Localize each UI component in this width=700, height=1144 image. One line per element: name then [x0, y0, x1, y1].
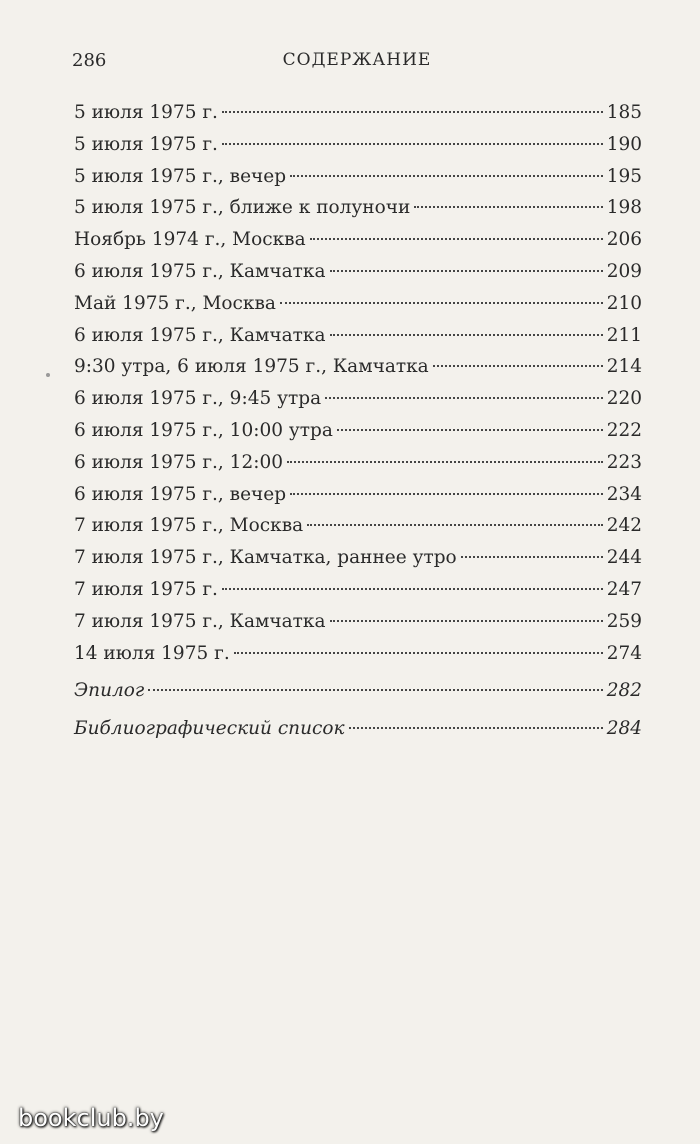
toc-entry-page: 211 [606, 324, 642, 346]
toc-entry-title: 5 июля 1975 г. [74, 102, 218, 123]
toc-entry-title: 5 июля 1975 г., вечер [74, 165, 287, 187]
toc-entry-title: Эпилог [74, 680, 145, 702]
toc-entry-page: 234 [606, 483, 642, 505]
dot-leader [290, 493, 603, 495]
watermark: bookclub.by [18, 1104, 164, 1132]
toc-entry-page: 198 [606, 197, 642, 219]
dot-leader [222, 588, 603, 590]
toc-entry [74, 579, 642, 611]
toc-entry [74, 452, 642, 484]
toc-entry-title: 5 июля 1975 г., ближе к полуночи [74, 197, 411, 219]
toc-entry-title: 5 июля 1975 г. [74, 133, 218, 155]
toc-entry [74, 356, 642, 388]
dot-leader [325, 397, 603, 399]
toc-entry-page: 259 [606, 610, 642, 632]
dot-leader [287, 461, 603, 463]
toc-entry-page: 220 [606, 388, 642, 410]
toc-entry [74, 484, 642, 516]
margin-mark [46, 373, 50, 377]
dot-leader [310, 238, 603, 240]
toc-entry-title: 6 июля 1975 г., Камчатка [74, 260, 326, 282]
dot-leader [461, 556, 603, 558]
toc-entry [74, 102, 642, 134]
toc-entry-page: 282 [606, 680, 642, 702]
dot-leader [222, 111, 603, 113]
toc-entry-page: 244 [606, 547, 642, 569]
toc-entry [74, 611, 642, 643]
toc-entry-title: 6 июля 1975 г., 9:45 утра [74, 388, 322, 410]
dot-leader [148, 689, 602, 691]
page-header [72, 50, 642, 74]
toc-entry-title: 6 июля 1975 г., Камчатка [74, 324, 326, 346]
dot-leader [349, 727, 603, 729]
dot-leader [290, 175, 603, 177]
dot-leader [307, 524, 603, 526]
running-title: СОДЕРЖАНИЕ [282, 50, 432, 70]
dot-leader [330, 334, 603, 336]
toc-entry-page: 210 [606, 292, 642, 314]
toc-entry-page: 274 [606, 642, 642, 664]
dot-leader [280, 302, 603, 304]
dot-leader [234, 652, 603, 654]
toc-entry-page: 195 [606, 165, 642, 187]
toc-entry-title: 6 июля 1975 г., вечер [74, 483, 287, 505]
toc-entry-title: 9:30 утра, 6 июля 1975 г., Камчатка [74, 356, 429, 378]
dot-leader [222, 143, 603, 145]
toc-entry [74, 293, 642, 325]
table-of-contents [74, 102, 642, 750]
toc-entry-title: 7 июля 1975 г., Камчатка [74, 610, 326, 632]
toc-entry-title: 7 июля 1975 г. [74, 578, 218, 600]
toc-entry-page: 185 [606, 102, 642, 123]
dot-leader [414, 206, 602, 208]
page-number: 286 [72, 50, 107, 71]
toc-entry-page: 206 [606, 229, 642, 251]
toc-entry [74, 420, 642, 452]
toc-entry-page: 284 [606, 718, 642, 740]
toc-entry-page: 190 [606, 133, 642, 155]
toc-entry-bibliography [74, 718, 642, 750]
toc-entry-title: 7 июля 1975 г., Камчатка, раннее утро [74, 547, 457, 569]
toc-entry-epilogue [74, 680, 642, 712]
toc-entry [74, 643, 642, 675]
toc-entry [74, 325, 642, 357]
toc-entry-title: 14 июля 1975 г. [74, 642, 230, 664]
toc-entry-title: Май 1975 г., Москва [74, 292, 276, 314]
toc-entry-title: Ноябрь 1974 г., Москва [74, 229, 306, 251]
toc-entry [74, 197, 642, 229]
toc-entry [74, 515, 642, 547]
toc-entry-title: 7 июля 1975 г., Москва [74, 515, 304, 537]
toc-entry [74, 388, 642, 420]
toc-entry [74, 261, 642, 293]
toc-entry-page: 247 [606, 578, 642, 600]
toc-entry-title: Библиографический список [74, 718, 345, 740]
toc-entry [74, 134, 642, 166]
dot-leader [330, 620, 603, 622]
toc-entry-title: 6 июля 1975 г., 10:00 утра [74, 419, 333, 441]
toc-entry [74, 547, 642, 579]
dot-leader [330, 270, 603, 272]
toc-entry [74, 229, 642, 261]
toc-entry-page: 214 [606, 356, 642, 378]
dot-leader [337, 429, 603, 431]
dot-leader [433, 365, 603, 367]
toc-entry-page: 209 [606, 260, 642, 282]
toc-entry [74, 166, 642, 198]
toc-entry-page: 242 [606, 515, 642, 537]
toc-entry-page: 223 [606, 451, 642, 473]
toc-entry-page: 222 [606, 419, 642, 441]
toc-entry-title: 6 июля 1975 г., 12:00 [74, 451, 284, 473]
